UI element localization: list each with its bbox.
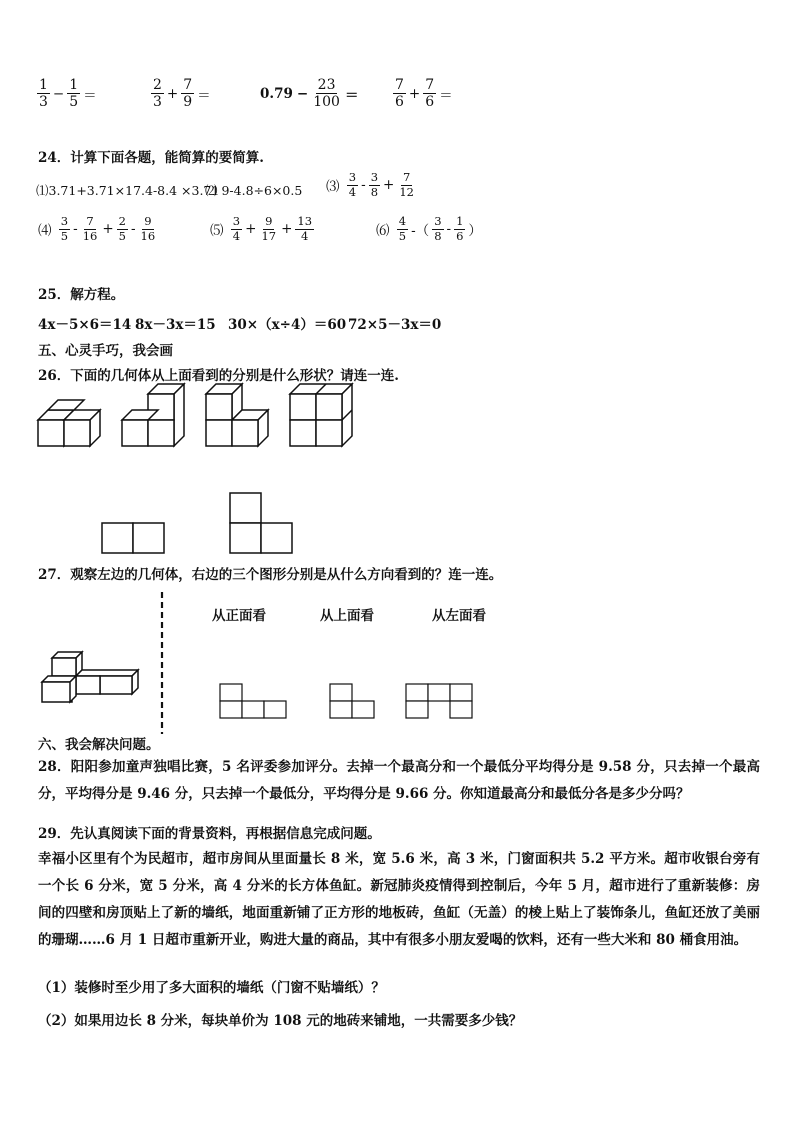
fraction-expr-2: $\frac{2}{3}$ + $\frac{7}{9}$ ＝ [153, 77, 211, 110]
q27-divider [160, 592, 164, 734]
q29-title: 29．先认真阅读下面的背景资料，再根据信息完成问题。 [38, 826, 381, 842]
q26-title: 26．下面的几何体从上面看到的分别是什么形状？请连一连. [38, 368, 399, 384]
q25-equation-4: 72×5－3x＝0 [348, 317, 442, 333]
q27-view-2 [329, 683, 377, 719]
q27-view-3 [405, 683, 473, 719]
fraction-expr-3: 0.79 − $\frac{23}{100}$ ＝ [260, 77, 359, 110]
q24-part-1: ⑴3.71+3.71×17.4-8.4 ×3.71 [36, 183, 220, 198]
q24-part-5: ⑸ $\frac{3}{4}$ + $\frac{9}{17}$ + $\frac{13}{4}$ [210, 214, 313, 243]
q24-part-6: ⑹ $\frac{4}{5}$ -（ $\frac{3}{8}$ - $\frac{1}{6}$ ） [376, 214, 482, 243]
section-5-heading: 五、心灵手巧，我会画 [38, 343, 173, 359]
q25-equation-1: 4x－5×6＝14 [38, 317, 132, 333]
q27-label-top: 从上面看 [320, 608, 374, 624]
q28-text: 28．阳阳参加童声独唱比赛，5 名评委参加评分。去掉一个最高分和一个最低分平均得分是 9.58 分，只去掉一个最高分，平均得分是 9.46 分，只去掉一个最低分，平均得分是 9.66 分。你知道最高分和最低分各是多少分吗？ [38, 759, 760, 802]
q29-sub-1: （1）装修时至少用了多大面积的墙纸（门窗不贴墙纸）？ [38, 980, 385, 996]
q26-solid-1 [38, 400, 102, 450]
fraction-expr-4: $\frac{7}{6}$ + $\frac{7}{6}$ ＝ [395, 77, 453, 110]
section-6-heading: 六、我会解决问题。 [38, 737, 160, 753]
q26-solid-4 [290, 384, 354, 450]
q29-body: 幸福小区里有个为民超市，超市房间从里面量长 8 米，宽 5.6 米，高 3 米，门窗面积共 5.2 平方米。超市收银台旁有一个长 6 分米，宽 5 分米，高 4 分米的长方体鱼缸。新冠肺炎疫情得到控制后，今年 5 月，超市进行了重新装修：房间的四壁和房顶贴上了新的墙纸，地面重新铺了正方形的地板砖，鱼缸（无盖）的棱上贴上了装饰条儿，鱼缸还放了美丽的珊瑚……6 月 1 日超市重新开业，购进大量的商品，其中有很多小朋友爱喝的饮料，还有一些大米和 80 桶食用油。 [38, 851, 760, 948]
q27-solid [42, 648, 142, 704]
q25-equation-2: 8x－3x＝15 [135, 317, 216, 333]
q24-part-2: ⑵ 9-4.8÷6×0.5 [205, 183, 303, 198]
q27-view-1 [219, 683, 287, 719]
q24-part-4: ⑷ $\frac{3}{5}$ - $\frac{7}{16}$ + $\frac{2}{5}$ - $\frac{9}{16}$ [38, 214, 156, 243]
q26-solid-3 [206, 384, 270, 450]
q25-title: 25．解方程。 [38, 287, 125, 303]
q24-title: 24．计算下面各题，能简算的要简算. [38, 150, 264, 166]
fraction-expr-1: $\frac{1}{3}$ − $\frac{1}{5}$ ＝ [39, 77, 97, 110]
q27-label-left: 从左面看 [432, 608, 486, 624]
q24-part-3: ⑶ $\frac{3}{4}$ - $\frac{3}{8}$ + $\frac{7}{12}$ [326, 170, 414, 199]
q29-sub-2: （2）如果用边长 8 分米，每块单价为 108 元的地砖来铺地，一共需要多少钱？ [38, 1013, 523, 1029]
q27-label-front: 从正面看 [212, 608, 266, 624]
q26-top-view-1 [101, 522, 165, 554]
q25-equation-3: 30×（x÷4）＝60 [228, 317, 347, 333]
q26-solid-2 [122, 384, 186, 450]
q27-title: 27．观察左边的几何体，右边的三个图形分别是从什么方向看到的？连一连。 [38, 567, 503, 583]
q26-top-view-2 [229, 492, 293, 554]
